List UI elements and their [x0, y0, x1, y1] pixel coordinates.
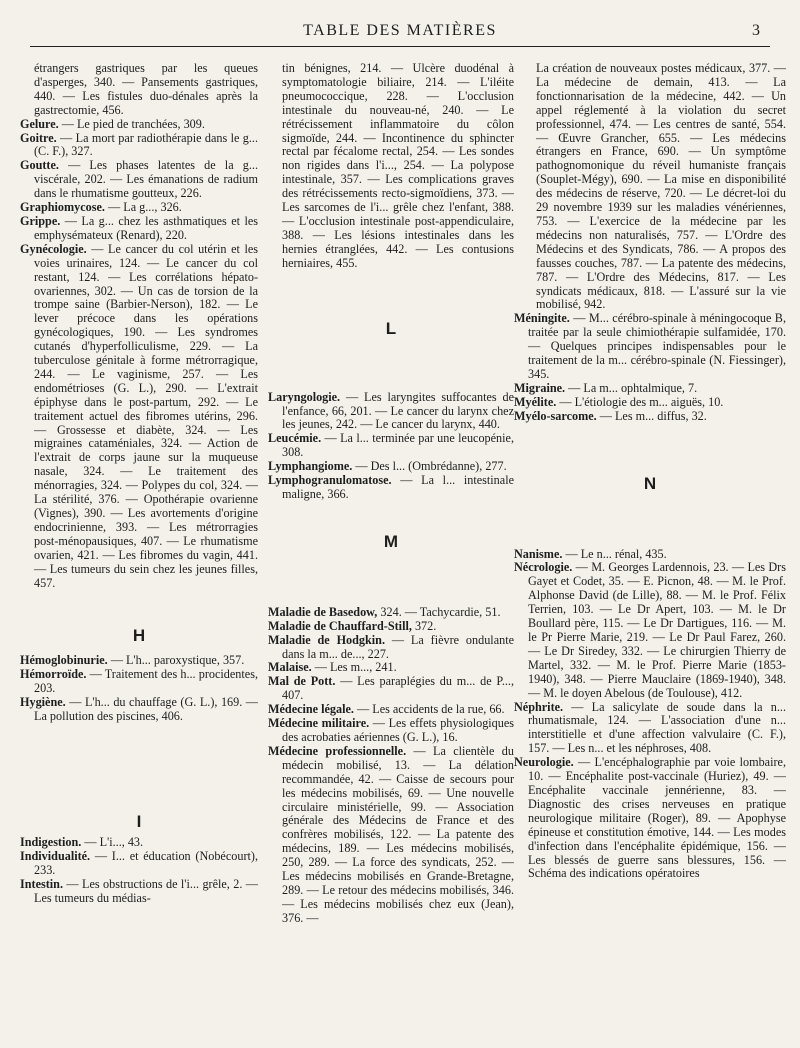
- entry-text: — La l... intestinale maligne, 366.: [282, 473, 514, 501]
- index-entry: [20, 850, 258, 878]
- entry-text: — La g..., 326.: [104, 200, 182, 215]
- entry-text: — Les m..., 241.: [311, 660, 397, 675]
- entry-text: La création de nouveaux postes médicaux, 377. — La médecine de demain, 413. — La fonctionnarisation de la médecine, 442. — Un appel réglementé à la violation du secret professionnel, 474. — Les centres de santé, 554. — Œuvre Grancher, 655. — Les médecins étrangers en France, 690. — Un symptôme pathognomonique du réveil humaniste français (Souplet-Mégy), 690. — La mise en disponibilité des médecins de réserve, 720. — Le décret-loi du 29 novembre 1939 sur les maladies vénériennes, 753. — L'exercice de la médecine par les médecins non naturalisés, 757. — L'Ordre des Médecins et des Syndicats, 786. — A propos des fausses couches, 787. — La patente des médecins, 787. — L'Ordre des Médecins, 817. — Les syndicats médicaux, 818. — L'assuré sur la vie mobilisé, 942.: [536, 62, 786, 312]
- entry-keyword: Myélo-sarcome.: [514, 408, 597, 423]
- index-entry-continuation: [514, 62, 786, 312]
- entry-text: — Les accidents de la rue, 66.: [353, 702, 505, 717]
- entry-keyword: Hémorroïde.: [20, 667, 87, 682]
- entry-keyword: Lymphangiome.: [268, 459, 353, 474]
- entry-text: — M. Georges Lardennois, 23. — Les Drs Gayet et Codet, 35. — E. Picnon, 48. — M. le Prof. Alphonse David (de Lille), 88. — M. le Prof. Félix Terrien, 103. — Le Dr Apert, 103. — M. le Dr Boullard père, 115. — Le Dr Dartigues, 116. — M. le Pr Pierre Marie, 219. — Le Dr Paul Farez, 260. — Le Dr Siredey, 332. — Le chirurgien Thierry de Martel, 332. — M. le Prof. Pierre Marie (1853-1940), 348. — Pierre Mauclaire (1869-1940), 348. — M. le doyen Abelous (de Toulouse), 412.: [528, 560, 786, 700]
- entry-keyword: Graphiomycose.: [20, 200, 105, 215]
- entry-text: — L'étiologie des m... aiguës, 10.: [556, 394, 724, 409]
- entry-keyword: Maladie de Chauffard-Still,: [268, 618, 412, 633]
- index-entry-continuation: [268, 62, 514, 271]
- index-entry: [20, 696, 258, 724]
- entry-keyword: Laryngologie.: [268, 389, 341, 404]
- entry-text: — Traitement des h... procidentes, 203.: [34, 667, 258, 696]
- header-rule: [30, 46, 770, 47]
- section-letter: L: [385, 318, 397, 338]
- entry-keyword: Médecine légale.: [268, 702, 354, 717]
- entry-text: — La mort par radiothérapie dans le g... (C. F.), 327.: [34, 130, 258, 159]
- entry-text: — Les phases latentes de la g... viscérale, 202. — Les émanations de radium dans le rhumatisme goutteux, 226.: [34, 158, 258, 201]
- entry-keyword: Individualité.: [20, 848, 91, 863]
- entry-text: — Les paraplégies du m... de P..., 407.: [282, 674, 514, 703]
- entry-keyword: Nécrologie.: [514, 560, 573, 575]
- entry-text: — La l... terminée par une leucopénie, 308.: [282, 431, 514, 460]
- entry-text: tin bénignes, 214. — Ulcère duodénal à symptomatologie biliaire, 214. — L'iléite pneumococcique, 228. — L'occlusion intestinale du nouveau-né, 240. — Le rétrécissement inflammatoire du côlon sigmoïde, 244. — Incontinence du sphincter rectal par fécalome rectal, 254. — Les sondes non rigides dans l'i..., 254. — La polypose intestinale, 357. — Les complications graves des rétrécissements recto-sigmoïdiens, 373. — Les sarcomes de l'i... grêle chez l'enfant, 388. — L'occlusion intestinale post-appendiculaire, 388. — Les lésions intestinales dans les hernies étranglées, 442. — Les contusions herniaires, 455.: [282, 62, 514, 270]
- index-entry: [268, 661, 514, 675]
- entry-keyword: Hémoglobinurie.: [20, 653, 108, 668]
- entry-keyword: Maladie de Basedow,: [268, 604, 378, 619]
- page-title: TABLE DES MATIÈRES: [303, 22, 497, 39]
- index-entry: [268, 474, 514, 502]
- entry-keyword: Hygiène.: [20, 695, 66, 710]
- index-column-2: [268, 62, 514, 1036]
- entry-text: 372.: [411, 618, 437, 633]
- entry-text: 324. — Tachycardie, 51.: [377, 604, 501, 619]
- entry-text: — L'i..., 43.: [81, 834, 144, 849]
- index-entry: [268, 634, 514, 662]
- index-entry: [268, 620, 514, 634]
- entry-keyword: Nanisme.: [514, 546, 563, 561]
- entry-text: — Des l... (Ombrédanne), 277.: [352, 459, 507, 474]
- index-entry: [20, 201, 258, 215]
- entry-text: — Le pied de tranchées, 309.: [58, 116, 205, 131]
- index-entry: [20, 159, 258, 201]
- entry-keyword: Grippe.: [20, 213, 61, 228]
- index-entry: [514, 410, 786, 424]
- index-entry: [268, 675, 514, 703]
- entry-text: — La g... chez les asthmatiques et les emphysémateux (Renard), 220.: [34, 213, 258, 242]
- entry-text: — La salicylate de soude dans la n... rhumatismale, 124. — L'association d'une n... interstitielle et d'une affection valvulaire (C. F.), 157. — Les n... et les néphroses, 408.: [528, 699, 786, 756]
- entry-text: — L'h... paroxystique, 357.: [107, 653, 245, 668]
- index-column-3: [514, 62, 786, 1036]
- index-entry: [20, 654, 258, 668]
- index-entry: [268, 460, 514, 474]
- entry-text: — Les m... diffus, 32.: [596, 408, 707, 423]
- entry-text: étrangers gastriques par les queues d'asperges, 340. — Pansements gastriques, 440. — Les fistules duo-dénales après la gastrectomie, 456.: [34, 62, 258, 117]
- entry-keyword: Goitre.: [20, 130, 57, 145]
- entry-keyword: Malaise.: [268, 660, 312, 675]
- entry-text: — I... et éducation (Nobécourt), 233.: [34, 848, 258, 877]
- index-entry: [514, 561, 786, 700]
- entry-keyword: Goutte.: [20, 158, 59, 173]
- entry-text: — Le cancer du col utérin et les voies urinaires, 124. — Le cancer du col restant, 124. — Les corrélations hépato-ovariennes, 302. — Un cas de torsion de la trompe saine (Barbier-Nerson), 182. — Le lever précoce dans les opérations gynécologiques, 190. — Les syndromes cutanés d'hyperfolliculisme, 229. — La tuberculose génitale à forme métrorragique, 244. — Le vaginisme, 257. — Les endométrioses (G. L.), 290. — L'extrait épiphyse dans le post-partum, 292. — Le traitement actuel des fibromes utérins, 296. — Grossesse et diabète, 324. — Les migraines cataméniales, 324. — Action de l'extrait de corps jaune sur la muqueuse nasale, 324. — Le traitement des ménorragies, 324. — Polypes du col, 324. — La stérilité, 376. — Opothérapie ovarienne (Vignes), 390. — Les avortements d'origine endocrinienne, 393. — Les métrorragies post-ménopausiques, 407. — Le rhumatisme ovarien, 421. — Les fibromes du vagin, 441. — Les tumeurs du sein chez les jeunes filles, 457.: [34, 241, 258, 590]
- entry-text: — La clientèle du médecin mobilisé, 13. — La délation recommandée, 42. — Caisse de secours pour les médecins mobilisés, 69. — Une nouvelle circulaire ministérielle, 99. — Association générale des Médecins de France et des confrères mobilisés, 122. — La patente des médecins, 189. — Les médecins mobilisés, 250, 289. — La force des syndicats, 252. — Les médecins mobilisés en Grande-Bretagne, 289. — Le retour des médecins mobilisés, 346. — Les médecins mobilisés chez eux (Jean), 376. —: [282, 743, 514, 925]
- section-letter: N: [643, 473, 657, 493]
- index-entry: [268, 703, 514, 717]
- index-entry: [268, 391, 514, 433]
- index-entry: [20, 836, 258, 850]
- entry-keyword: Migraine.: [514, 380, 566, 395]
- index-entry: [514, 382, 786, 396]
- index-entry: [514, 396, 786, 410]
- entry-keyword: Gynécologie.: [20, 241, 87, 256]
- section-letter: H: [132, 626, 146, 646]
- entry-keyword: Méningite.: [514, 311, 570, 326]
- entry-keyword: Leucémie.: [268, 431, 322, 446]
- index-entry-continuation: [20, 62, 258, 118]
- section-letter: M: [383, 531, 399, 551]
- index-entry: [514, 312, 786, 382]
- page-number: 3: [752, 22, 760, 39]
- entry-text: — Le n... rénal, 435.: [562, 546, 667, 561]
- index-entry: [268, 717, 514, 745]
- entry-text: — M... cérébro-spinale à méningocoque B, traitée par la seule chimiothérapie sulfamidée, 170. — Quelques principes indispensables pour le traitement de la m... cérébro-spinale (N. Fiessinger), 345.: [528, 311, 786, 381]
- entry-keyword: Néphrite.: [514, 699, 564, 714]
- index-entry: [20, 118, 258, 132]
- index-entry: [20, 132, 258, 160]
- index-entry: [20, 878, 258, 906]
- index-entry: [268, 745, 514, 926]
- entry-text: — La m... ophtalmique, 7.: [565, 380, 698, 395]
- entry-text: — La fièvre ondulante dans la m... de..., 227.: [282, 632, 514, 661]
- entry-text: — Les obstructions de l'i... grêle, 2. — Les tumeurs du médias-: [34, 876, 258, 905]
- entry-text: — L'encéphalographie par voie lombaire, 10. — Encéphalite post-vaccinale (Huriez), 49. — Encéphalite vaccinale jennérienne, 83. — Diagnostic des crises nerveuses en pratique neurologique militaire (Roger), 89. — Apophyse épineuse et constitution émotive, 144. — Les modes d'infection dans l'encéphalite épidémique, 156. — Les blessés de guerre sans blessures, 156. — Schéma des indications opératoires: [528, 755, 786, 881]
- section-letter: I: [136, 811, 142, 831]
- index-entry: [514, 701, 786, 757]
- index-entry: [20, 668, 258, 696]
- page-header: [0, 18, 800, 46]
- index-entry: [268, 606, 514, 620]
- entry-keyword: Maladie de Hodgkin.: [268, 632, 386, 647]
- index-entry: [20, 215, 258, 243]
- entry-keyword: Indigestion.: [20, 834, 82, 849]
- entry-keyword: Médecine professionnelle.: [268, 743, 407, 758]
- entry-keyword: Mal de Pott.: [268, 674, 336, 689]
- entry-keyword: Médecine militaire.: [268, 716, 370, 731]
- index-entry: [20, 243, 258, 591]
- entry-text: — Les effets physiologiques des acrobaties aériennes (G. L.), 16.: [282, 716, 514, 744]
- index-entry: [514, 756, 786, 881]
- entry-keyword: Gelure.: [20, 116, 59, 131]
- index-entry: [514, 548, 786, 562]
- entry-keyword: Lymphogranulomatose.: [268, 473, 392, 488]
- index-entry: [268, 432, 514, 460]
- entry-text: — Les laryngites suffocantes de l'enfance, 66, 201. — Le cancer du larynx chez les jeunes, 242. — Le cancer du larynx, 440.: [282, 389, 514, 432]
- entry-keyword: Intestin.: [20, 876, 64, 891]
- entry-text: — L'h... du chauffage (G. L.), 169. — La pollution des piscines, 406.: [34, 695, 258, 724]
- entry-keyword: Neurologie.: [514, 755, 574, 770]
- index-column-1: [20, 62, 258, 1036]
- entry-keyword: Myélite.: [514, 394, 557, 409]
